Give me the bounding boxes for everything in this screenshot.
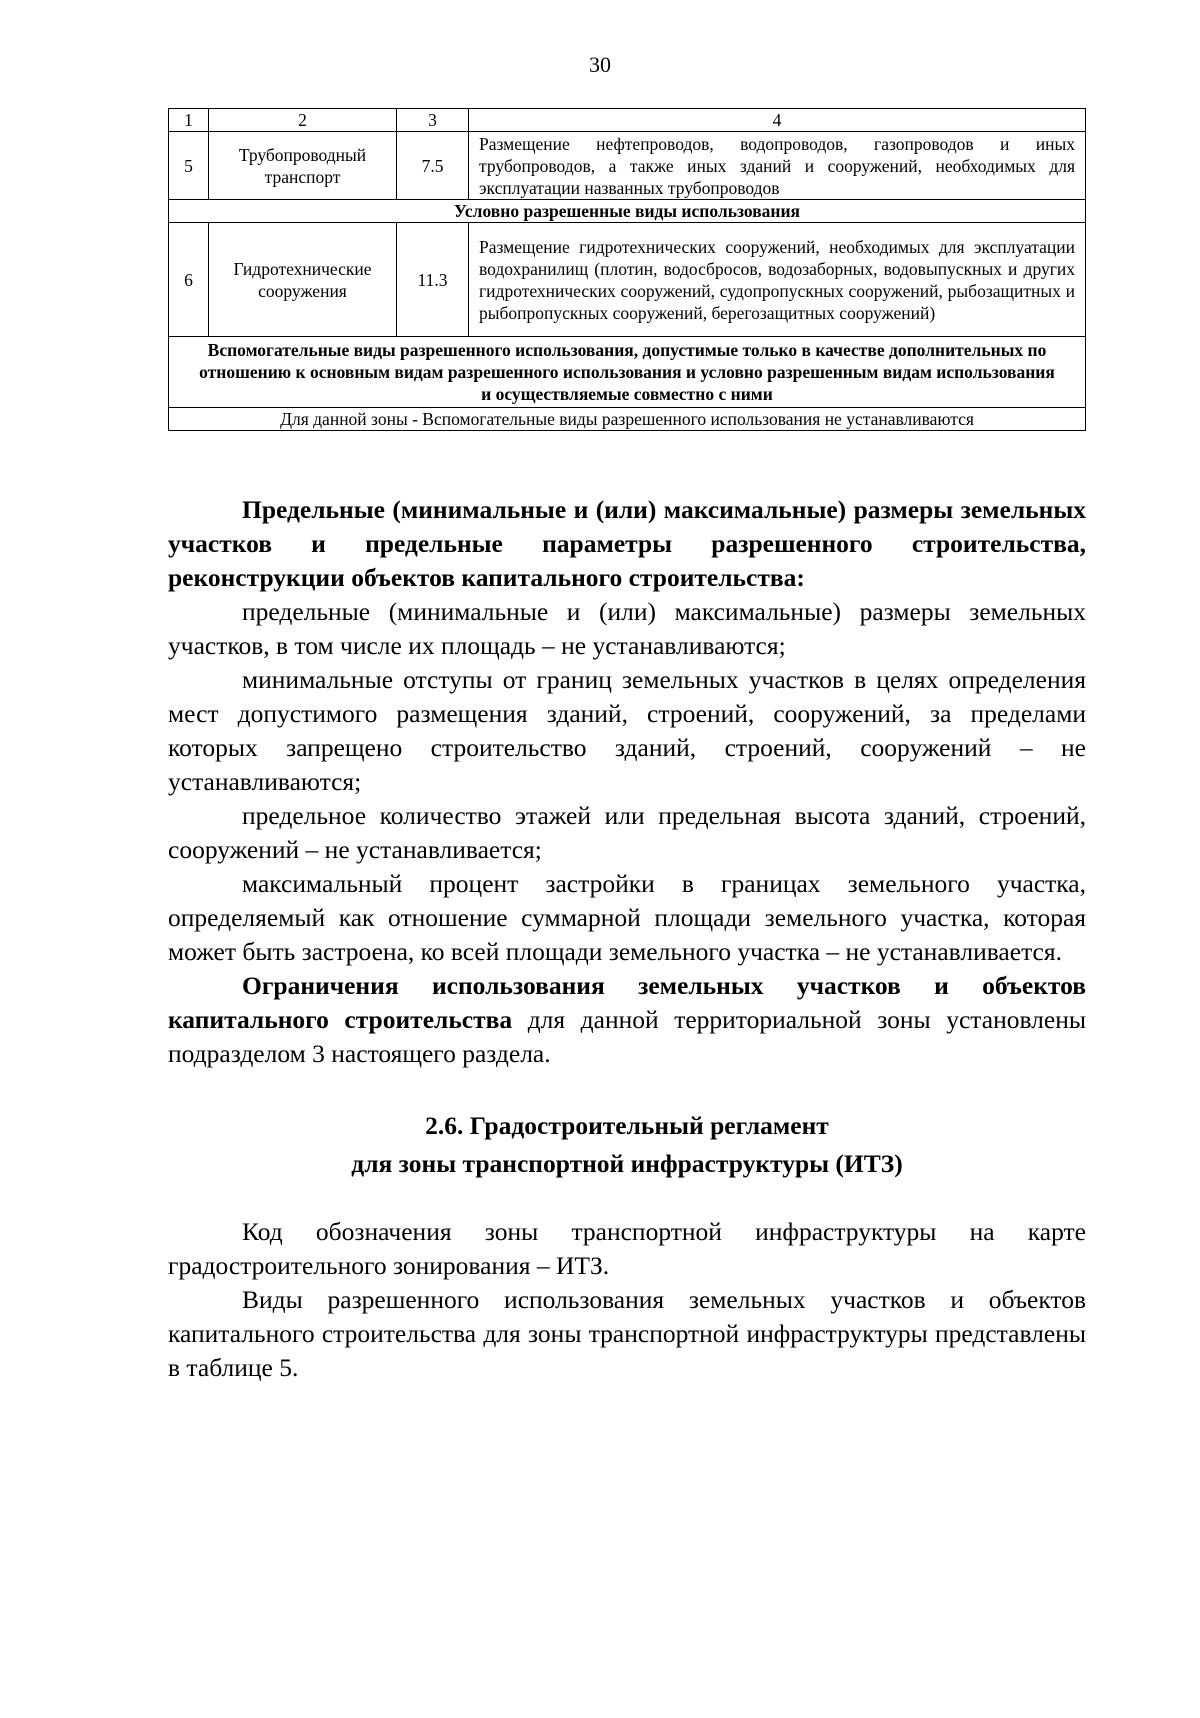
table-row [169, 132, 1086, 200]
table-section-row [169, 337, 1086, 408]
table-header-cell: 3 [397, 109, 469, 132]
table-header-cell: 1 [169, 109, 209, 132]
row-number: 6 [169, 223, 209, 337]
limits-item: максимальный процент застройки в границах земельного участка, определяемый как отношение суммарной площади земельного участка, которая может быть застроена, ко всей площади земельного участка – не устанавливается. [168, 869, 1086, 966]
auxiliary-uses-title: Вспомогательные виды разрешенного использования, допустимые только в качестве дополнительных по отношению к основным видам разрешенного использования и условно разрешенным видам использования и осуществляемые совместно с ними [169, 337, 1086, 408]
restrictions-paragraph [168, 969, 1086, 1071]
limits-item: минимальные отступы от границ земельных участков в целях определения мест допустимого размещения зданий, строений, сооружений, за пределами которых запрещено строительство зданий, строений, сооружений – не устанавливаются; [168, 665, 1086, 796]
auxiliary-uses-note: Для данной зоны - Вспомогательные виды разрешенного использования не устанавливаются [169, 408, 1086, 431]
table-note-row [169, 408, 1086, 431]
use-type-name: Гидротехнические сооружения [209, 223, 397, 337]
table-row [169, 223, 1086, 337]
zone-code-paragraph: Код обозначения зоны транспортной инфраструктуры на карте градостроительного зонирования – ИТЗ. [168, 1217, 1086, 1280]
limits-item: предельные (минимальные и (или) максимальные) размеры земельных участков, в том числе их площадь – не устанавливаются; [168, 597, 1086, 660]
restrictions-text: для данной территориальной зоны установлены подразделом 3 настоящего раздела. [168, 1005, 1086, 1068]
table-header-cell: 4 [469, 109, 1086, 132]
row-number: 5 [169, 132, 209, 200]
zone-uses-paragraph: Виды разрешенного использования земельных участков и объектов капитального строительства для зоны транспортной инфраструктуры представлены в таблице 5. [168, 1285, 1086, 1382]
limits-item: предельное количество этажей или предельная высота зданий, строений, сооружений – не устанавливается; [168, 801, 1086, 864]
use-type-code: 11.3 [397, 223, 469, 337]
restrictions-bold-text: Ограничения использования земельных участков и объектов капитального строительства [168, 971, 1086, 1034]
land-use-table [168, 108, 1086, 431]
section-heading-line: для зоны транспортной инфраструктуры (ИТЗ) [351, 1149, 903, 1178]
table-section-row [169, 200, 1086, 223]
limits-section-title: Предельные (минимальные и (или) максимальные) размеры земельных участков и предельные параметры разрешенного строительства, реконструкции объектов капитального строительства: [168, 495, 1086, 592]
table-header-row [169, 109, 1086, 132]
conditional-uses-title: Условно разрешенные виды использования [169, 200, 1086, 223]
section-heading-line: 2.6. Градостроительный регламент [425, 1111, 829, 1140]
table-header-cell: 2 [209, 109, 397, 132]
use-type-code: 7.5 [397, 132, 469, 200]
use-type-description: Размещение нефтепроводов, водопроводов, газопроводов и иных трубопроводов, а также иных зданий и сооружений, необходимых для эксплуатации названных трубопроводов [469, 132, 1086, 200]
page-number: 30 [589, 52, 611, 77]
use-type-name: Трубопроводный транспорт [209, 132, 397, 200]
use-type-description: Размещение гидротехнических сооружений, необходимых для эксплуатации водохранилищ (плотин, водосбросов, водозаборных, водовыпускных и других гидротехнических сооружений, судопропускных сооружений, рыбозащитных и рыбопропускных сооружений, берегозащитных сооружений) [469, 223, 1086, 337]
section-heading [168, 1107, 1086, 1183]
document-body [168, 493, 1086, 1385]
